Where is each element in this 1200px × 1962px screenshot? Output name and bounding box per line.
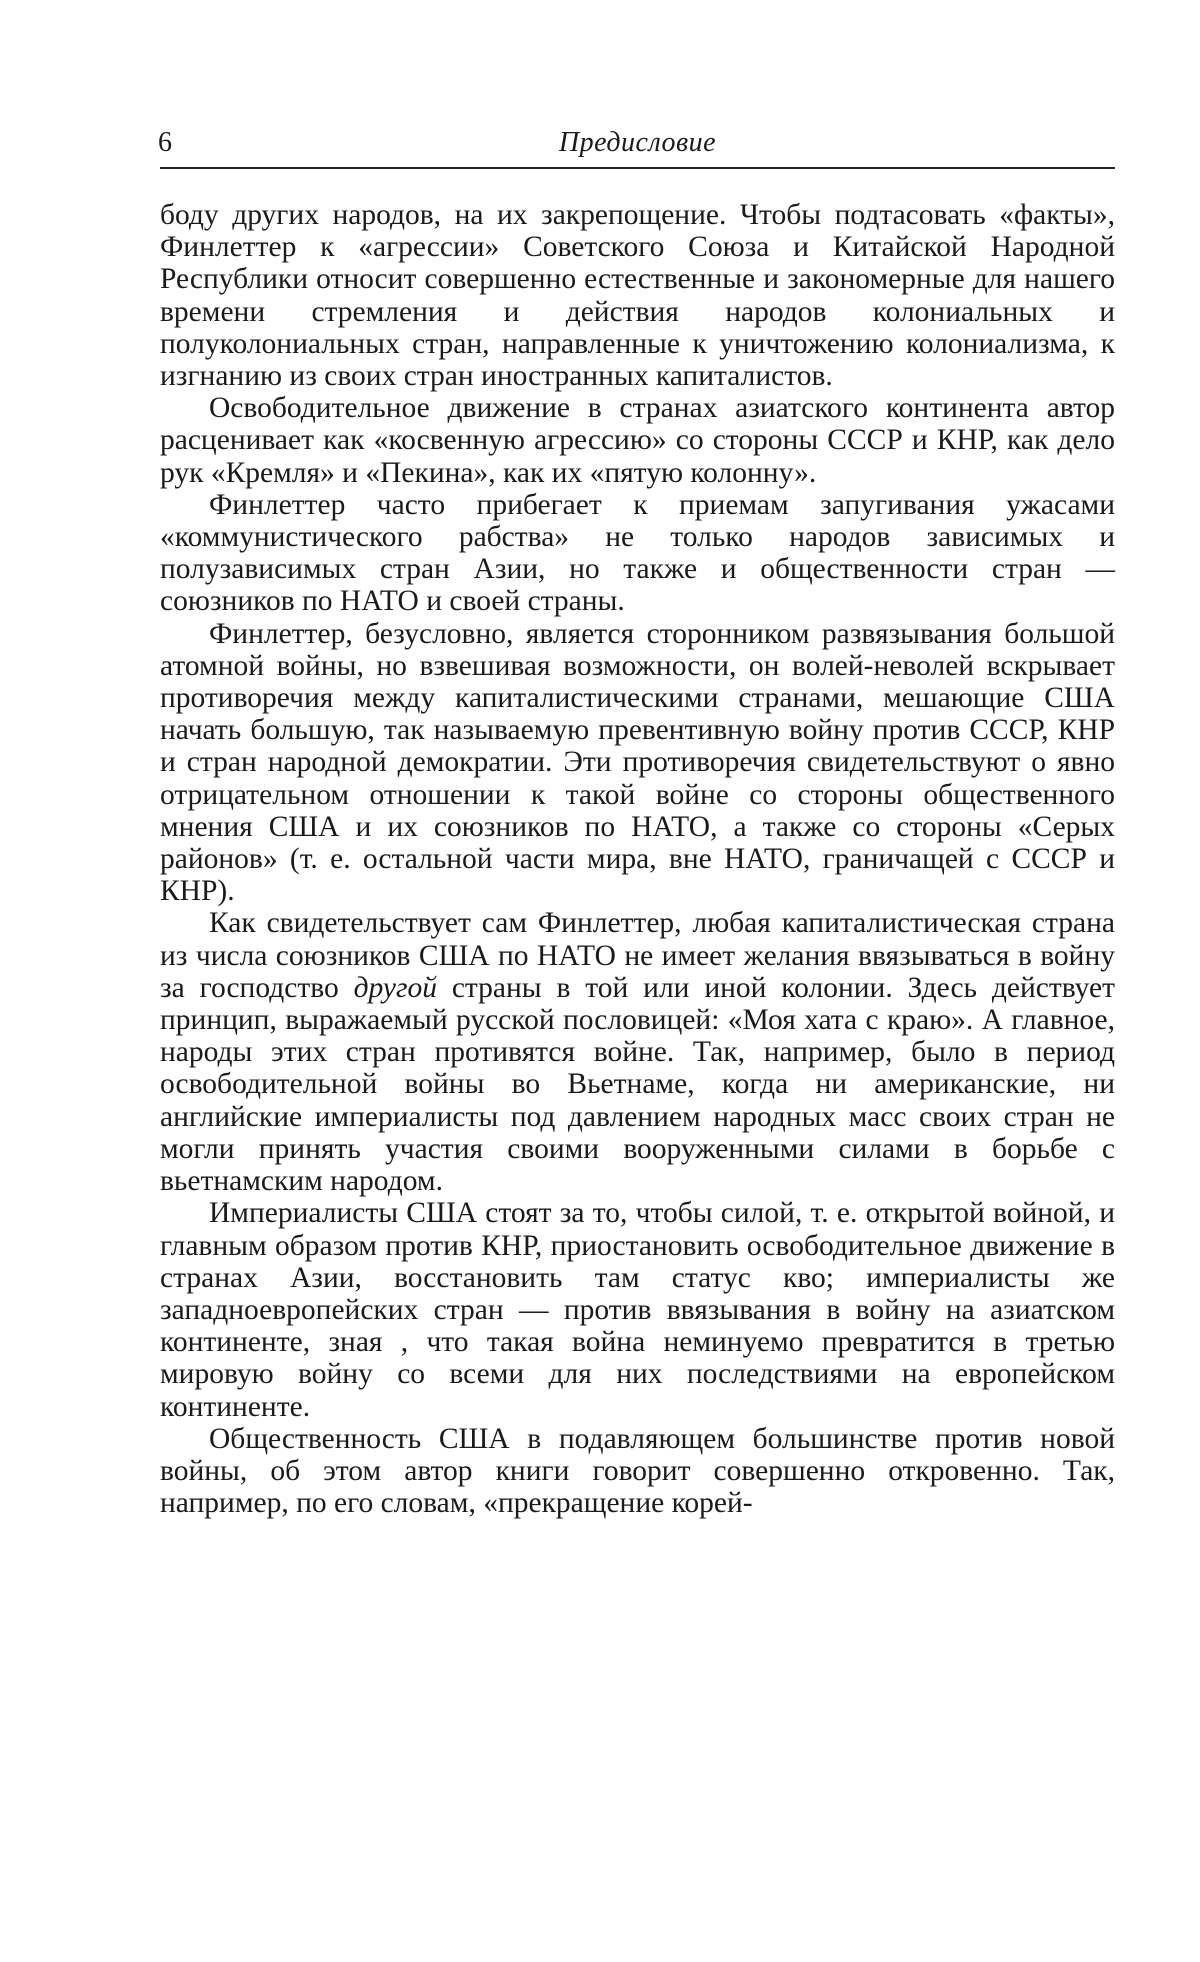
paragraph-1: боду других народов, на их закрепощение. Чтобы подтасовать «факты», Финлеттер к «агрессии» Советского Союза и Китайской Народной Республики относит совершенно естественные и закономерные для нашего времени стремления и действия народов колониальных и полуколониальных стран, направленные к уничтожению колониализма, к изгнанию из своих стран иностранных капиталистов. [160,199,1115,393]
paragraph-2: Освободительное движение в странах азиатского континента автор расценивает как «косвенную агрессию» со стороны СССР и КНР, как дело рук «Кремля» и «Пекина», как их «пятую колонну». [160,392,1115,489]
page-header [160,125,1115,169]
book-page [160,125,1115,1519]
paragraph-6: Империалисты США стоят за то, чтобы силой, т. е. открытой войной, и главным образом против КНР, приостановить освободительное движение в странах Азии, восстановить там статус кво; империалисты же западноевропейских стран — против ввязывания в войну на азиатском континенте, зная , что такая война неминуемо превратится в третью мировую войну со всеми для них последствиями на европейском континенте. [160,1197,1115,1423]
running-title: Предисловие [558,127,717,158]
paragraph-5-text-before: Как свидетельствует сам Финлеттер, любая капиталистическая страна из числа союзников США по НАТО не имеет желания ввязываться в войну за господство [160,907,1115,1004]
paragraph-3: Финлеттер часто прибегает к приемам запугивания ужасами «коммунистического рабства» не только народов зависимых и полузависимых стран Азии, но также и общественности стран — союзников по НАТО и своей страны. [160,488,1115,618]
paragraph-5-emphasis: другой [353,971,437,1004]
paragraph-5-text-after: страны в той или иной колонии. Здесь действует принцип, выражаемый русской пословицей: «Моя хата с краю». А главное, народы этих стран противятся войне. Так, например, было в период освободительной войны во Вьетнаме, когда ни американские, ни английские империалисты под давлением народных масс своих стран не могли принять участия своими вооруженными силами в борьбе с вьетнамским народом. [160,971,1115,1198]
paragraph-5 [160,907,1115,1197]
page-number: 6 [158,127,172,158]
paragraph-7: Общественность США в подавляющем большинстве против новой войны, об этом автор книги говорит совершенно откровенно. Так, например, по его словам, «прекращение корей- [160,1422,1115,1520]
body-text [160,199,1115,1519]
paragraph-4: Финлеттер, безусловно, является сторонником развязывания большой атомной войны, но взвешивая возможности, он волей-неволей вскрывает противоречия между капиталистическими странами, мешающие США начать большую, так называемую превентивную войну против СССР, КНР и стран народной демократии. Эти противоречия свидетельствуют о явно отрицательном отношении к такой войне со стороны общественного мнения США и их союзников по НАТО, а также со стороны «Серых районов» (т. е. остальной части мира, вне НАТО, граничащей с СССР и КНР). [160,617,1115,908]
